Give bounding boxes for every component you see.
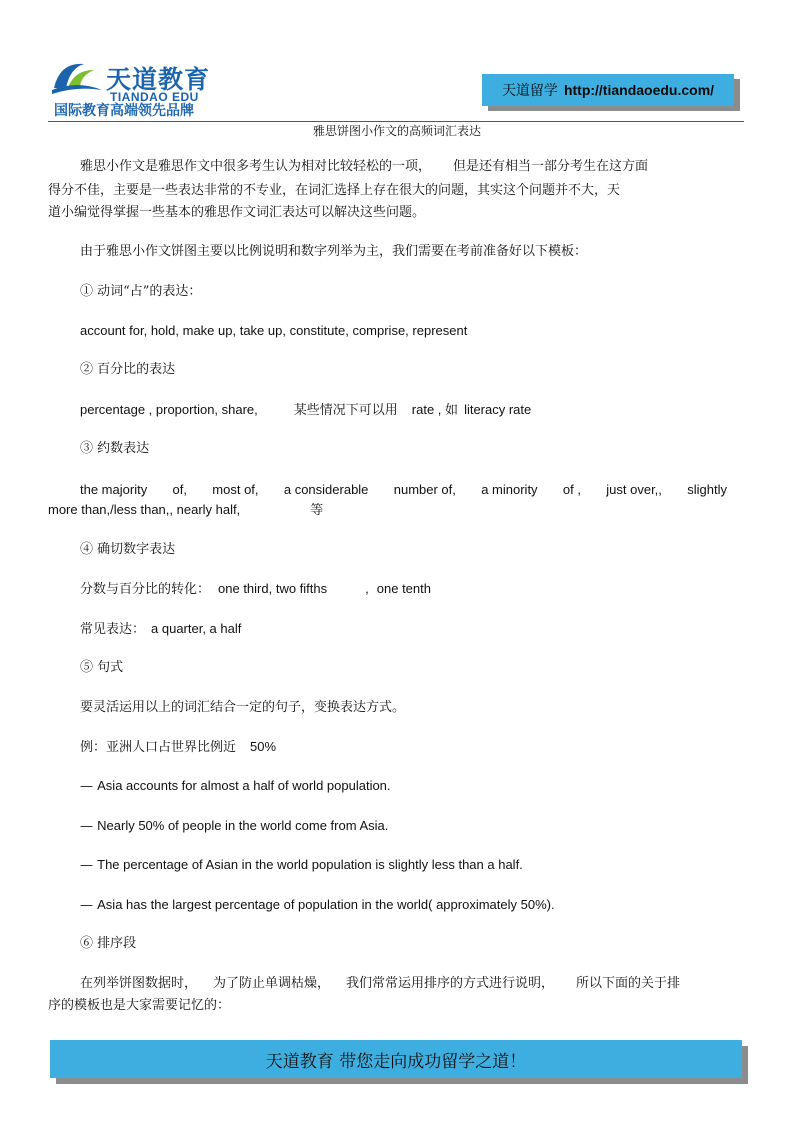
logo-title: 天道教育 [106, 65, 211, 94]
section-4-heading: ④ 确切数字表达 [80, 542, 176, 557]
example-sentence [80, 816, 388, 837]
section-4-fractions [80, 579, 431, 600]
example-sentence [80, 776, 391, 797]
example-text: The percentage of Asian in the world population is slightly less than a half. [97, 857, 523, 872]
tiandao-logo [50, 58, 218, 122]
fractions-label: 分数与百分比的转化： [80, 582, 211, 597]
approx-term: the majority [80, 482, 148, 497]
section-4-common [80, 619, 241, 640]
logo-slogan: 国际教育高端领先品牌 [54, 103, 194, 119]
example-text: Asia accounts for almost a half of world population. [97, 778, 391, 793]
dash-icon: — [80, 858, 93, 873]
s6-part: 为了防止单调枯燥， [213, 976, 331, 991]
dash-icon: — [80, 898, 93, 913]
footer-banner [50, 1040, 742, 1078]
approx-term: most of, [212, 482, 259, 497]
example-label: 例：亚洲人口占世界比例近 [80, 740, 237, 755]
header-site-url[interactable]: http://tiandaoedu.com/ [563, 82, 715, 98]
section-3-heading: ③ 约数表达 [80, 441, 150, 456]
section-5-description: 要灵活运用以上的词汇结合一定的句子，变换表达方式。 [80, 700, 406, 715]
s6-part: 在列举饼图数据时， [80, 976, 198, 991]
section-1-words: account for, hold, make up, take up, constitute, comprise, represent [80, 323, 468, 338]
footer-text: 天道教育 带您走向成功留学之道！ [265, 1051, 527, 1072]
common-words: a quarter, a half [151, 621, 242, 636]
section-3-line-1 [80, 480, 727, 500]
s6-part: 我们常常运用排序的方式进行说明， [346, 976, 555, 991]
lead-paragraph: 由于雅思小作文饼图主要以比例说明和数字列举为主，我们需要在考前准备好以下模板： [80, 244, 588, 259]
header-rule [48, 121, 744, 122]
section-3-etc: 等 [310, 503, 324, 518]
section-2-heading: ② 百分比的表达 [80, 362, 176, 377]
section-2-words: percentage , proportion, share, [80, 402, 258, 417]
example-text: Asia has the largest percentage of population in the world( approximately 50%). [97, 897, 555, 912]
section-2-note: 某些情况下可以用 [293, 403, 398, 418]
logo-globe-icon [50, 58, 104, 102]
common-label: 常见表达： [80, 622, 146, 637]
example-sentence [80, 895, 555, 916]
header-site-link[interactable] [482, 74, 734, 106]
section-2-rate: rate , [411, 402, 446, 417]
intro-line-1a: 雅思小作文是雅思作文中很多考生认为相对比较轻松的一项， [80, 159, 432, 174]
section-2-like: 如 [445, 403, 459, 418]
example-text: Nearly 50% of people in the world come from Asia. [97, 818, 389, 833]
document-title: 雅思饼图小作文的高频词汇表达 [312, 124, 481, 138]
section-6-heading: ⑥ 排序段 [80, 936, 137, 951]
approx-term: number of, [393, 482, 456, 497]
section-3-line-2 [48, 500, 323, 521]
dash-icon: — [80, 819, 93, 834]
intro-line-2: 得分不佳，主要是一些表达非常的不专业，在词汇选择上存在很大的问题，其实这个问题并不大，天 [48, 183, 621, 198]
section-2-literacy: literacy rate [464, 402, 532, 417]
approx-term: slightly [687, 482, 727, 497]
section-6-line-2: 序的模板也是大家需要记忆的： [48, 998, 231, 1013]
fractions-words: one third, two fifths [218, 581, 328, 596]
approx-term: a minority [481, 482, 538, 497]
logo-subtitle: TIANDAO EDU [110, 90, 199, 104]
approx-term: of , [562, 482, 581, 497]
example-sentence [80, 855, 523, 876]
approx-term: of, [172, 482, 187, 497]
section-2-line [80, 400, 531, 421]
intro-line-1b: 但是还有相当一部分考生在这方面 [453, 159, 649, 174]
dash-icon: — [80, 779, 93, 794]
example-value: 50% [250, 739, 277, 754]
section-5-example [80, 737, 276, 758]
fractions-tenth: one tenth [376, 581, 431, 596]
fractions-sep: , [365, 581, 369, 596]
section-5-heading: ⑤ 句式 [80, 660, 124, 675]
section-6-line-1 [80, 974, 680, 994]
intro-line-3: 道小编觉得掌握一些基本的雅思作文词汇表达可以解决这些问题。 [48, 205, 426, 220]
header-site-name: 天道留学 [501, 83, 558, 99]
section-1-heading: ① 动词“占”的表达： [80, 284, 202, 299]
approx-term: just over,, [606, 482, 662, 497]
intro-line-1 [80, 157, 648, 177]
approx-term: a considerable [283, 482, 369, 497]
s6-part: 所以下面的关于排 [576, 976, 681, 991]
section-3-line-2-words: more than,/less than,, nearly half, [48, 502, 241, 517]
